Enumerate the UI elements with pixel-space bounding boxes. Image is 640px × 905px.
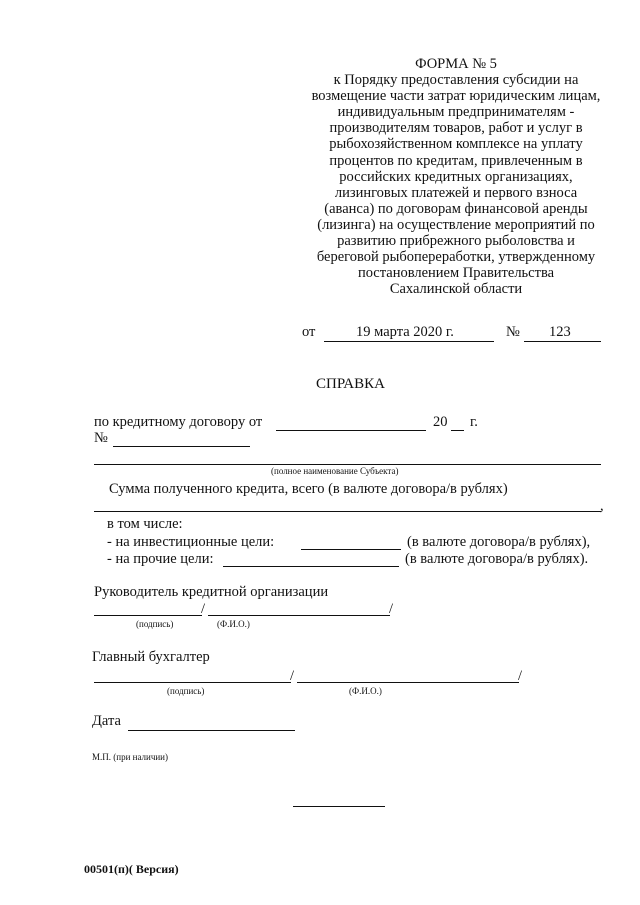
- slash-separator: /: [389, 601, 394, 617]
- sum-comma: ,: [600, 498, 604, 514]
- credit-contract-label: по кредитному договору от: [94, 414, 263, 430]
- from-label: от: [302, 324, 316, 340]
- number-label: №: [506, 324, 520, 340]
- year-field[interactable]: [451, 430, 464, 431]
- slash-separator: /: [201, 601, 206, 617]
- version-code: 00501(п)( Версия): [84, 862, 179, 876]
- form-title: ФОРМА № 5: [415, 56, 497, 72]
- header-line: (аванса) по договорам финансовой аренды: [324, 200, 588, 217]
- date-label: Дата: [92, 713, 121, 729]
- accountant-signature-field[interactable]: [94, 682, 291, 683]
- bank-head-fio-field[interactable]: [208, 615, 390, 616]
- year-suffix: г.: [470, 414, 478, 430]
- signature-caption: (подпись): [136, 619, 174, 629]
- fio-caption: (Ф.И.О.): [217, 619, 250, 629]
- header-line: Сахалинской области: [389, 281, 523, 298]
- order-number: 123: [549, 324, 571, 340]
- year-prefix: 20: [433, 414, 448, 430]
- contract-number-field[interactable]: [113, 446, 250, 447]
- date-field[interactable]: [128, 730, 295, 731]
- header-line: процентов по кредитам, привлеченным в: [329, 152, 583, 169]
- sum-label: Сумма полученного кредита, всего (в валюте договора/в рублях): [109, 481, 508, 497]
- accountant-fio-field[interactable]: [297, 682, 519, 683]
- contract-date-field[interactable]: [276, 430, 426, 431]
- order-date: 19 марта 2020 г.: [356, 324, 454, 340]
- header-line: береговой рыбопереработки, утвержденному: [316, 249, 596, 266]
- date-underline: [324, 341, 494, 342]
- header-line: производителям товаров, работ и услуг в: [329, 120, 583, 137]
- header-line: развитию прибрежного рыболовства и: [337, 233, 575, 250]
- slash-separator: /: [518, 668, 523, 684]
- document-title: СПРАВКА: [316, 376, 385, 392]
- header-line: к Порядку предоставления субсидии на: [333, 72, 579, 89]
- entity-name-field[interactable]: [94, 464, 601, 465]
- number-underline: [524, 341, 601, 342]
- header-line: возмещение части затрат юридическим лицам,: [311, 88, 601, 105]
- slash-separator: /: [290, 668, 295, 684]
- fio-caption: (Ф.И.О.): [349, 686, 382, 696]
- other-unit: (в валюте договора/в рублях).: [405, 551, 589, 567]
- page-divider: [293, 806, 385, 807]
- header-line: лизинговых платежей и первого взноса: [334, 184, 578, 201]
- contract-number-label: №: [94, 430, 108, 446]
- investment-label: - на инвестиционные цели:: [107, 534, 275, 550]
- including-label: в том числе:: [107, 516, 183, 532]
- header-line: постановлением Правительства: [357, 265, 555, 282]
- header-line: российских кредитных организациях,: [339, 168, 573, 185]
- form-header: [300, 56, 612, 297]
- header-line: (лизинга) на осуществление мероприятий по: [317, 216, 595, 233]
- chief-accountant-label: Главный бухгалтер: [92, 649, 210, 665]
- investment-field[interactable]: [301, 549, 401, 550]
- header-line: рыбохозяйственном комплексе на уплату: [329, 136, 583, 153]
- investment-unit: (в валюте договора/в рублях),: [407, 534, 591, 550]
- header-line: индивидуальным предпринимателям -: [337, 104, 575, 121]
- seal-label: М.П. (при наличии): [92, 752, 168, 762]
- bank-head-signature-field[interactable]: [94, 615, 202, 616]
- other-label: - на прочие цели:: [107, 551, 214, 567]
- bank-head-label: Руководитель кредитной организации: [94, 584, 329, 600]
- signature-caption: (подпись): [167, 686, 205, 696]
- other-field[interactable]: [223, 566, 399, 567]
- entity-caption: (полное наименование Субъекта): [271, 466, 399, 476]
- sum-field[interactable]: [94, 511, 601, 512]
